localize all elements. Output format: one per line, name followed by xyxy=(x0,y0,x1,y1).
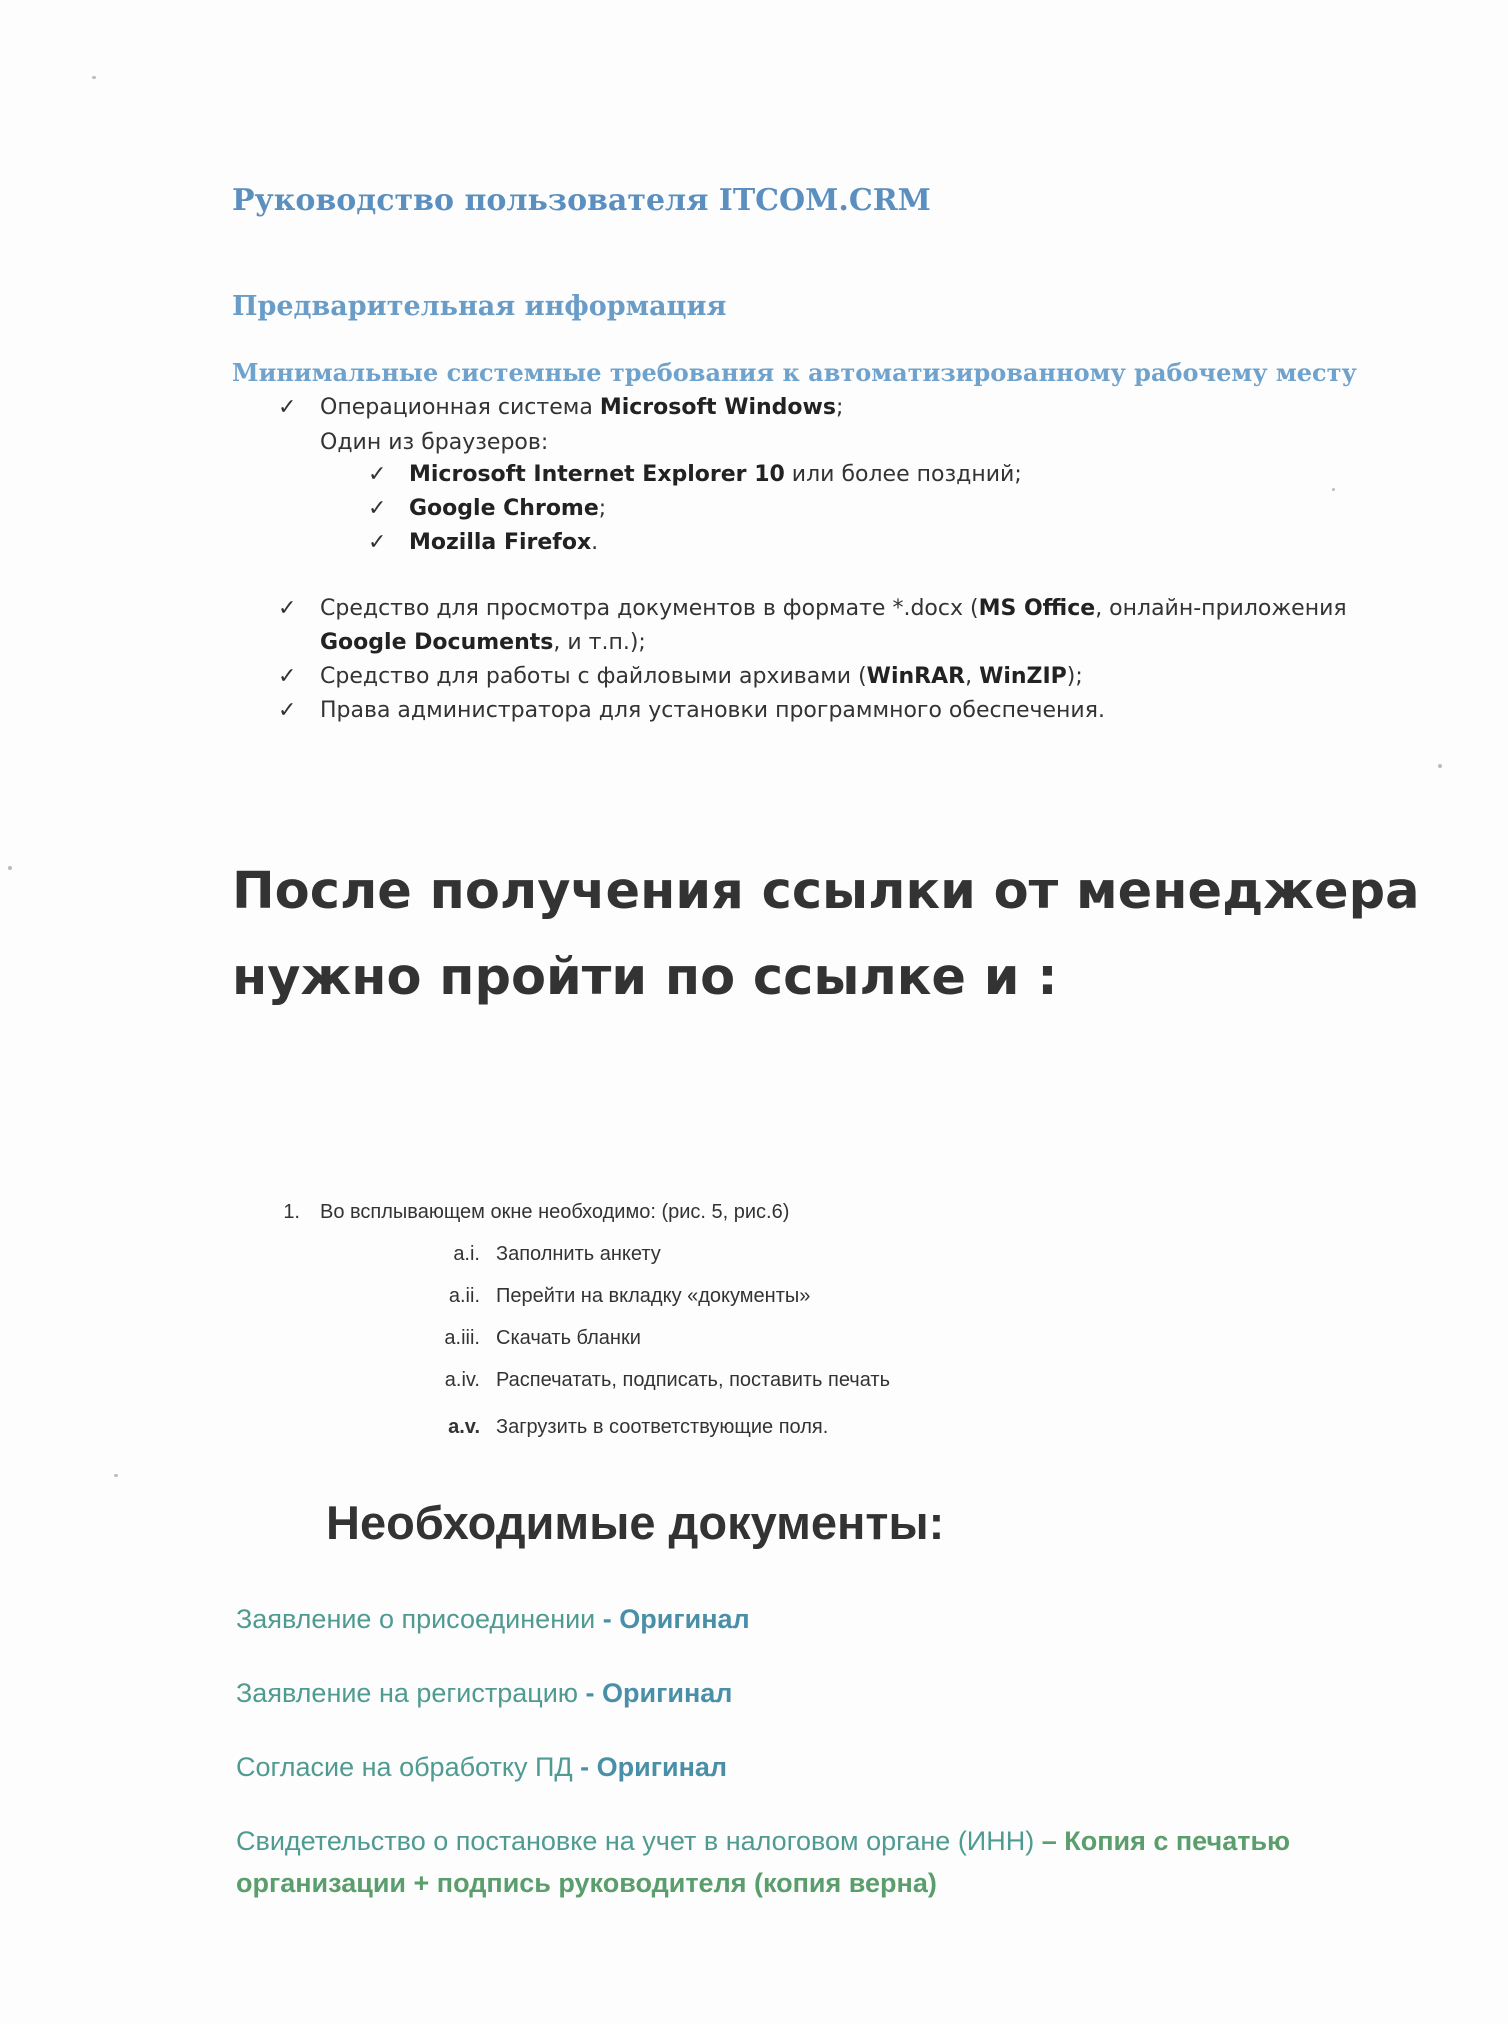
subsection-heading: Минимальные системные требования к автоматизированному рабочему месту xyxy=(232,358,1357,387)
req-browser-chrome: Google Chrome; xyxy=(409,496,607,521)
req-os: Операционная система Microsoft Windows; xyxy=(320,395,844,420)
scan-speck xyxy=(114,1474,118,1477)
substep-number: a.iv. xyxy=(444,1369,480,1391)
scan-speck xyxy=(1438,764,1442,768)
instruction-line-2: нужно пройти по ссылке и : xyxy=(232,948,1058,1007)
checkmark-icon: ✓ xyxy=(278,664,297,689)
scan-speck xyxy=(8,866,12,870)
substep-number: a.v. xyxy=(448,1416,480,1438)
checkmark-icon: ✓ xyxy=(278,596,297,621)
req-archives: Средство для работы с файловыми архивами (WinRAR, WinZIP); xyxy=(320,664,1083,689)
req-viewer-cont: Google Documents, и т.п.); xyxy=(320,630,646,655)
req-admin: Права администратора для установки программного обеспечения. xyxy=(320,698,1105,723)
req-viewer: Средство для просмотра документов в формате *.docx (MS Office, онлайн-приложения xyxy=(320,596,1347,621)
substep-text: Скачать бланки xyxy=(496,1327,641,1349)
substep-number: a.iii. xyxy=(444,1327,480,1349)
document-item: Заявление на регистрацию - Оригинал xyxy=(236,1678,733,1708)
req-browser-ie: Microsoft Internet Explorer 10 или более поздний; xyxy=(409,462,1022,487)
checkmark-icon: ✓ xyxy=(278,698,297,723)
substep-text: Заполнить анкету xyxy=(496,1243,661,1265)
checkmark-icon: ✓ xyxy=(368,496,387,521)
checkmark-icon: ✓ xyxy=(368,462,387,487)
req-browser-firefox: Mozilla Firefox. xyxy=(409,530,599,555)
scan-speck xyxy=(1332,488,1335,491)
req-browsers-intro: Один из браузеров: xyxy=(320,430,549,455)
substep-number: a.ii. xyxy=(448,1285,480,1307)
step-main: Во всплывающем окне необходимо: (рис. 5, рис.6) xyxy=(320,1201,790,1223)
substep-text: Перейти на вкладку «документы» xyxy=(496,1285,811,1307)
section-heading: Предварительная информация xyxy=(232,291,727,322)
documents-heading: Необходимые документы: xyxy=(326,1496,945,1549)
substep-number: a.i. xyxy=(453,1243,480,1265)
document-item-inn-cont: организации + подпись руководителя (копия верна) xyxy=(236,1868,937,1898)
page-title: Руководство пользователя ITCOM.CRM xyxy=(232,183,931,218)
checkmark-icon: ✓ xyxy=(368,530,387,555)
document-item: Заявление о присоединении - Оригинал xyxy=(236,1604,750,1634)
checkmark-icon: ✓ xyxy=(278,395,297,420)
scan-speck xyxy=(92,76,96,79)
document-item-inn: Свидетельство о постановке на учет в налоговом органе (ИНН) – Копия с печатью xyxy=(236,1826,1291,1856)
substep-text: Загрузить в соответствующие поля. xyxy=(496,1416,829,1438)
step-number: 1. xyxy=(283,1201,300,1223)
instruction-line-1: После получения ссылки от менеджера xyxy=(232,862,1420,921)
document-item: Согласие на обработку ПД - Оригинал xyxy=(236,1752,728,1782)
substep-text: Распечатать, подписать, поставить печать xyxy=(496,1369,890,1391)
